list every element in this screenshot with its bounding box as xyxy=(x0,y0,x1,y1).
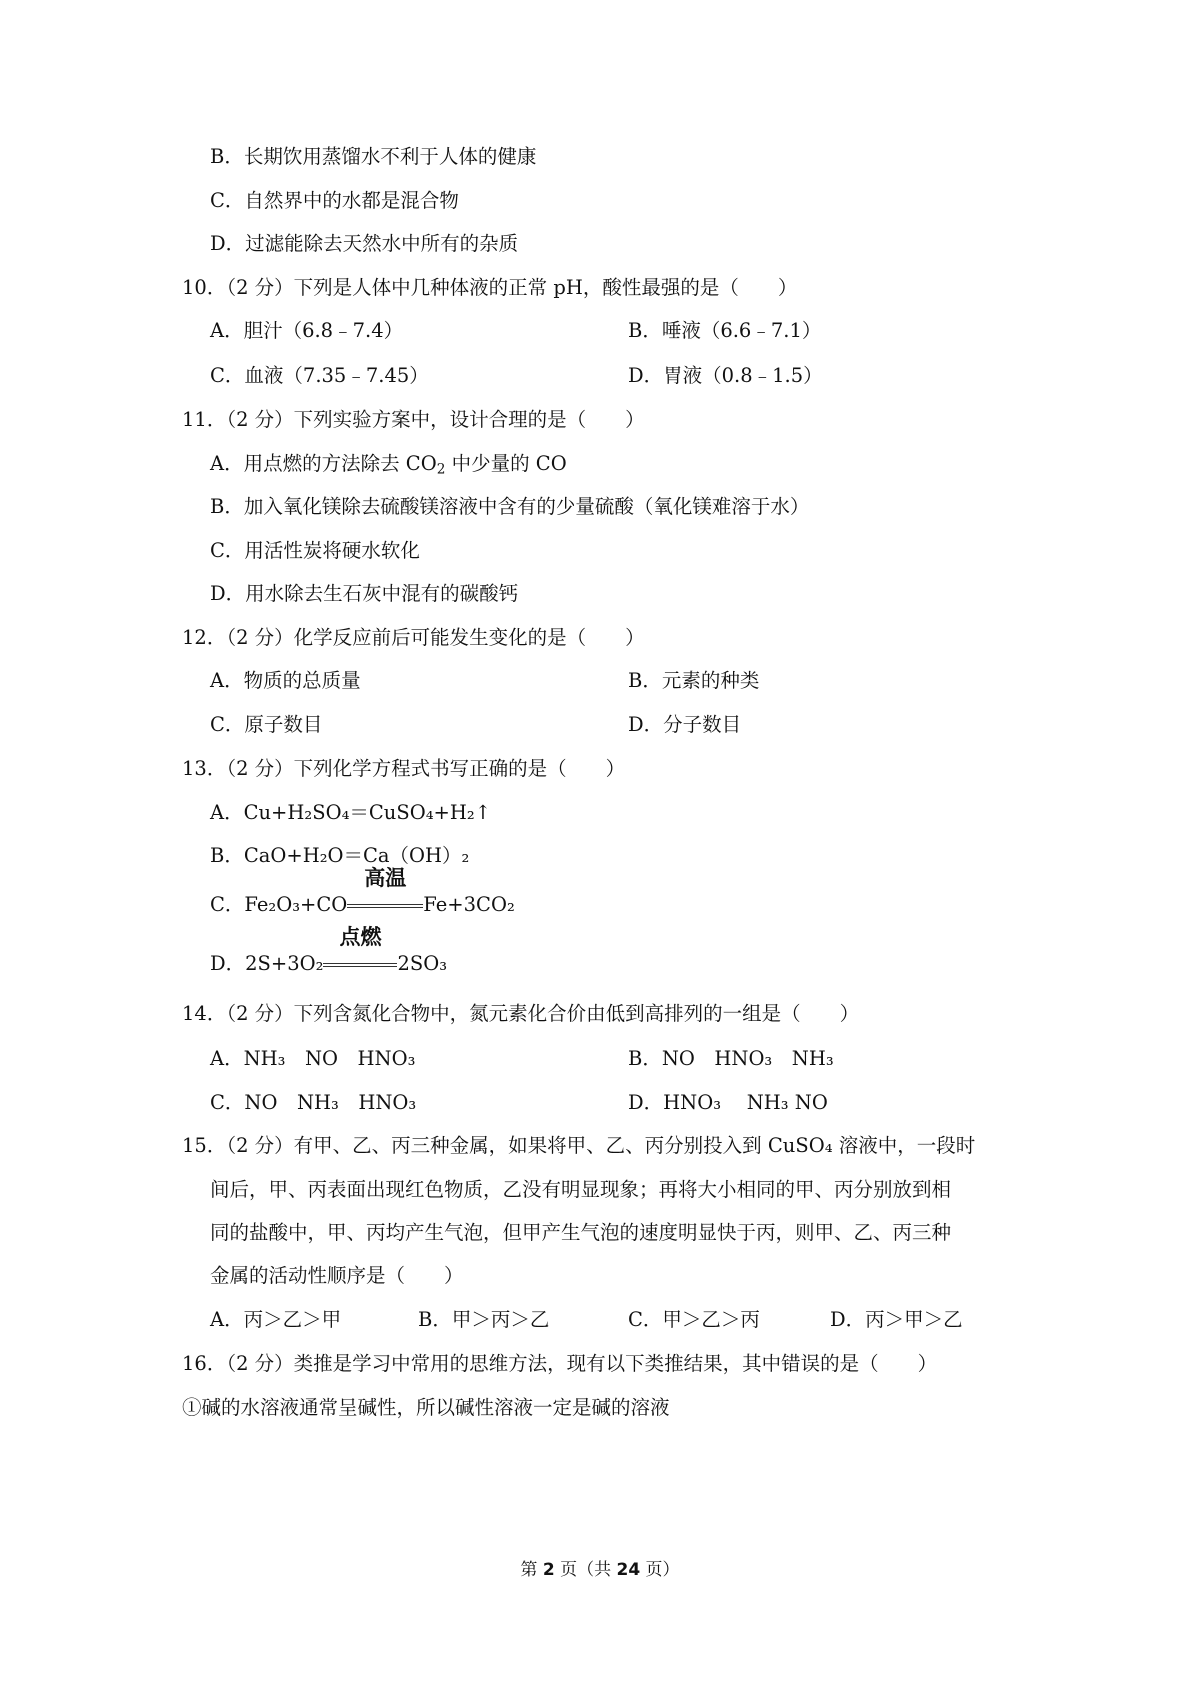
q13-option-c: C．Fe₂O₃+CO 高温 Fe+3CO₂ xyxy=(210,866,515,916)
q11-stem: 11．（2 分）下列实验方案中，设计合理的是（ ） xyxy=(182,408,645,431)
q12-option-a: A．物质的总质量 xyxy=(210,669,361,692)
q10-option-d: D．胃液（0.8﹣1.5） xyxy=(628,364,823,387)
q15-option-d: D．丙＞甲＞乙 xyxy=(830,1308,963,1331)
q13-option-d: D．2S+3O₂ 点燃 2SO₃ xyxy=(210,925,448,975)
q10-stem: 10．（2 分）下列是人体中几种体液的正常 pH，酸性最强的是（ ） xyxy=(182,276,798,299)
q12-option-b: B．元素的种类 xyxy=(628,669,760,692)
q16-stem: 16．（2 分）类推是学习中常用的思维方法，现有以下类推结果，其中错误的是（ ） xyxy=(182,1352,938,1375)
page-total: 24 xyxy=(616,1560,641,1580)
q15-stem-line2: 间后，甲、丙表面出现红色物质，乙没有明显现象；再将大小相同的甲、丙分别放到相 xyxy=(210,1178,952,1201)
q12-option-c: C．原子数目 xyxy=(210,713,323,736)
q10-option-b: B．唾液（6.6﹣7.1） xyxy=(628,319,822,342)
q10-option-a: A．胆汁（6.8﹣7.4） xyxy=(210,319,404,342)
q11-option-c: C．用活性炭将硬水软化 xyxy=(210,539,420,562)
q14-option-d: D．HNO₃ NH₃ NO xyxy=(628,1091,828,1114)
q13-c-reaction-condition xyxy=(347,866,423,915)
q9-option-d: D．过滤能除去天然水中所有的杂质 xyxy=(210,232,519,255)
q15-stem-line3: 同的盐酸中，甲、丙均产生气泡，但甲产生气泡的速度明显快于丙，则甲、乙、丙三种 xyxy=(210,1221,952,1244)
q14-option-c: C．NO NH₃ HNO₃ xyxy=(210,1091,417,1114)
q15-stem-line4: 金属的活动性顺序是（ ） xyxy=(210,1264,464,1287)
q11-option-d: D．用水除去生石灰中混有的碳酸钙 xyxy=(210,582,519,605)
q12-option-d: D．分子数目 xyxy=(628,713,742,736)
double-bar xyxy=(347,904,423,908)
q14-option-b: B．NO HNO₃ NH₃ xyxy=(628,1047,834,1070)
q9-option-b: B．长期饮用蒸馏水不利于人体的健康 xyxy=(210,145,537,168)
condition-label: 高温 xyxy=(364,866,407,890)
q13-option-b: B．CaO+H₂O＝Ca（OH）₂ xyxy=(210,844,470,867)
q15-option-a: A．丙＞乙＞甲 xyxy=(210,1308,342,1331)
q15-option-c: C．甲＞乙＞丙 xyxy=(628,1308,760,1331)
q11-option-a: A．用点燃的方法除去 $CO_2$ 中少量的 CO xyxy=(210,452,567,478)
q13-option-a: A．Cu+H₂SO₄＝CuSO₄+H₂↑ xyxy=(210,801,492,824)
double-bar xyxy=(323,963,397,967)
q14-option-a: A．NH₃ NO HNO₃ xyxy=(210,1047,416,1070)
page-footer: 第 2 页（共 24 页） xyxy=(520,1560,680,1580)
q16-item-1: ①碱的水溶液通常呈碱性，所以碱性溶液一定是碱的溶液 xyxy=(182,1396,670,1419)
q11-option-b: B．加入氧化镁除去硫酸镁溶液中含有的少量硫酸（氧化镁难溶于水） xyxy=(210,495,810,518)
q9-option-c: C．自然界中的水都是混合物 xyxy=(210,189,459,212)
page-number: 2 xyxy=(542,1560,555,1580)
q10-option-c: C．血液（7.35﹣7.45） xyxy=(210,364,429,387)
q15-stem-line1: 15．（2 分）有甲、乙、丙三种金属，如果将甲、乙、丙分别投入到 CuSO₄ 溶液中，一段时 xyxy=(182,1134,976,1157)
q13-d-reaction-condition xyxy=(323,925,397,974)
q12-stem: 12．（2 分）化学反应前后可能发生变化的是（ ） xyxy=(182,626,645,649)
q13-stem: 13．（2 分）下列化学方程式书写正确的是（ ） xyxy=(182,757,626,780)
condition-label: 点燃 xyxy=(339,925,382,949)
q15-option-b: B．甲＞丙＞乙 xyxy=(418,1308,550,1331)
q14-stem: 14．（2 分）下列含氮化合物中，氮元素化合价由低到高排列的一组是（ ） xyxy=(182,1002,860,1025)
